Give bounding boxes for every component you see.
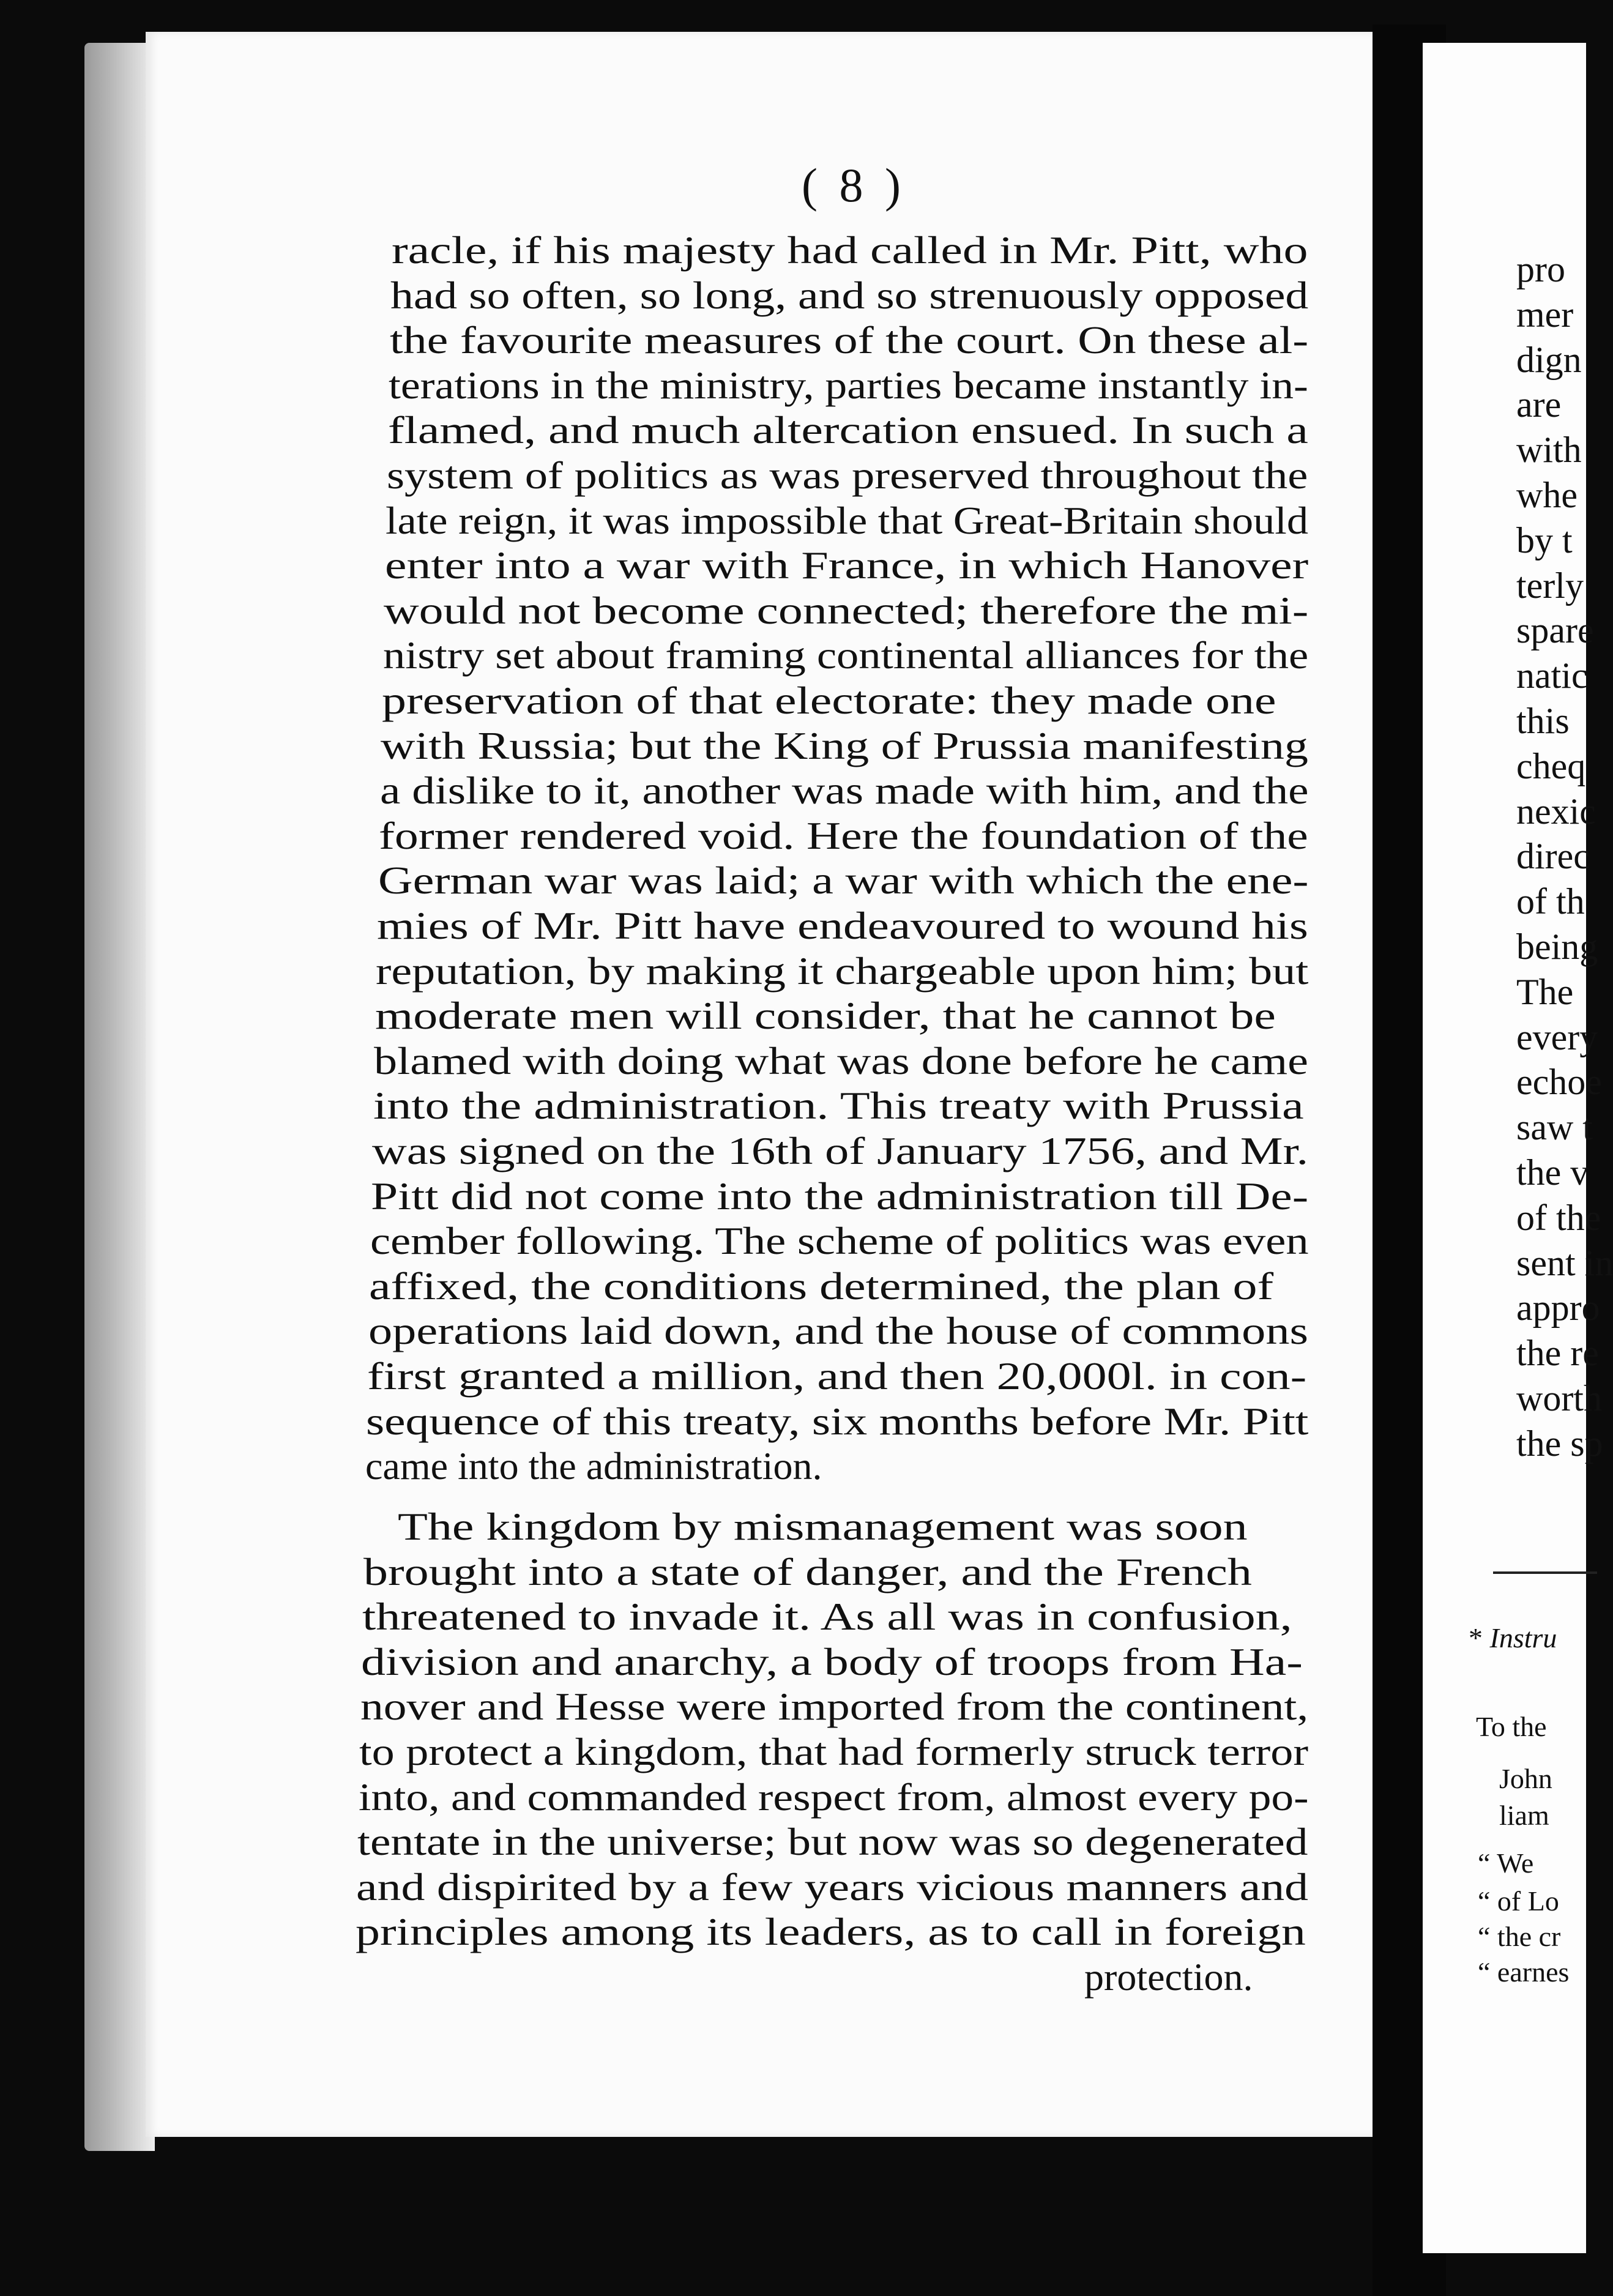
body-text-line: first granted a million, and then 20,000l. in con-: [367, 1354, 1307, 1398]
right-page-text-line: whe: [1516, 475, 1578, 515]
right-page-text-line: saw t: [1516, 1107, 1593, 1148]
right-page-text-line: echoe: [1516, 1062, 1602, 1103]
body-text-line: reputation, by making it chargeable upon him; but: [376, 949, 1309, 993]
footnote-marker: *: [1469, 1622, 1490, 1653]
body-text-line: former rendered void. Here the foundation of the: [379, 813, 1308, 857]
footnote-rule: [1493, 1571, 1597, 1574]
body-text-line: brought into a state of danger, and the French: [363, 1549, 1252, 1593]
body-text-line: German war was laid; a war with which the ene-: [378, 859, 1309, 903]
right-page-text-line: every: [1516, 1016, 1598, 1057]
right-page-text-line: cheq: [1516, 745, 1586, 786]
body-text-line: late reign, it was impossible that Great-Britain should: [386, 498, 1308, 542]
body-text-line: had so often, so long, and so strenuously opposed: [390, 273, 1309, 317]
body-text-line: nistry set about framing continental alliances for the: [383, 633, 1309, 677]
right-page-text-line: of th: [1516, 881, 1585, 922]
right-page-text-line: this: [1516, 701, 1570, 741]
right-page-text-line: dign: [1516, 339, 1582, 380]
body-text-line: racle, if his majesty had called in Mr. Pitt, who: [392, 228, 1308, 272]
footnote-line: “ We: [1478, 1847, 1534, 1879]
body-text-line: came into the administration.: [365, 1444, 822, 1488]
right-page-text-line: terly: [1516, 565, 1584, 606]
footnote-line: “ the cr: [1478, 1921, 1561, 1952]
body-text-line: with Russia; but the King of Prussia manifesting: [381, 723, 1308, 767]
right-page-text-line: spare: [1516, 610, 1594, 651]
body-text-line: tentate in the universe; but now was so degenerated: [357, 1820, 1308, 1864]
body-text-line: The kingdom by mismanagement was soon: [398, 1505, 1248, 1548]
body-text-line: to protect a kingdom, that had formerly struck terror: [359, 1730, 1309, 1773]
body-text-line: cember following. The scheme of politics was even: [370, 1219, 1309, 1263]
body-text-line: enter into a war with France, in which Hanover: [385, 543, 1309, 587]
body-text-line: into, and commanded respect from, almost every po-: [359, 1775, 1309, 1819]
page-number: ( 8 ): [802, 158, 906, 212]
body-text-line: a dislike to it, another was made with him, and the: [380, 769, 1309, 813]
footnote-line: To the: [1476, 1711, 1547, 1742]
body-text-line: the favourite measures of the court. On these al-: [390, 318, 1309, 362]
body-text-line: threatened to invade it. As all was in confusion,: [362, 1595, 1292, 1639]
body-text-line: system of politics as was preserved throughout the: [387, 453, 1308, 497]
body-text-line: mies of Mr. Pitt have endeavoured to wound his: [377, 904, 1308, 947]
body-text-line: would not become connected; therefore the mi-: [384, 588, 1309, 632]
body-text-line: was signed on the 16th of January 1756, and Mr.: [372, 1129, 1309, 1172]
right-page-text-line: being: [1516, 926, 1598, 967]
body-text-line: moderate men will consider, that he cannot be: [375, 994, 1276, 1038]
body-text-line: into the administration. This treaty with Prussia: [373, 1084, 1304, 1128]
body-text-line: operations laid down, and the house of commons: [368, 1309, 1308, 1353]
right-page-text-line: the v: [1516, 1152, 1589, 1193]
body-text-line: nover and Hesse were imported from the continent,: [360, 1685, 1309, 1729]
book-binding-edge: [84, 43, 155, 2151]
footnote-line: “ of Lo: [1478, 1885, 1559, 1917]
body-text-line: flamed, and much altercation ensued. In such a: [388, 408, 1308, 452]
right-page-text-line: by t: [1516, 520, 1573, 561]
right-page-text-line: direc: [1516, 836, 1590, 877]
right-page-text-line: of the: [1516, 1197, 1601, 1238]
right-page-text-line: natic: [1516, 655, 1588, 696]
body-text-line: affixed, the conditions determined, the plan of: [369, 1264, 1274, 1308]
body-text-line: protection.: [1084, 1955, 1253, 1999]
body-text-line: Pitt did not come into the administration till De-: [371, 1174, 1309, 1218]
body-text-line: principles among its leaders, as to call in foreign: [356, 1910, 1306, 1954]
footnote-line: “ earnes: [1478, 1956, 1570, 1988]
right-page-text-line: the sp: [1516, 1423, 1603, 1464]
body-text-line: terations in the ministry, parties became instantly in-: [389, 363, 1308, 407]
right-page-text-line: pro: [1516, 249, 1565, 289]
footnote-line: liam: [1499, 1800, 1549, 1831]
right-page-text-line: The: [1516, 971, 1574, 1012]
footnote-heading: [1469, 1622, 1557, 1654]
body-text-line: sequence of this treaty, six months before Mr. Pitt: [366, 1399, 1309, 1443]
right-page-text-line: mer: [1516, 294, 1574, 335]
footnote-line: John: [1499, 1763, 1552, 1794]
right-page-text-line: nexic: [1516, 791, 1596, 832]
body-text-line: division and anarchy, a body of troops from Ha-: [361, 1639, 1303, 1683]
body-text-line: blamed with doing what was done before he came: [374, 1038, 1308, 1083]
body-text-line: preservation of that electorate: they made one: [382, 679, 1276, 722]
right-page-text-line: are: [1516, 384, 1562, 425]
right-page-text-line: the re: [1516, 1333, 1599, 1374]
right-page-text-line: worth: [1516, 1378, 1602, 1418]
footnote-heading-text: Instru: [1489, 1622, 1557, 1653]
body-text-line: and dispirited by a few years vicious manners and: [356, 1865, 1309, 1909]
right-page-text-line: sent in: [1516, 1242, 1613, 1283]
right-page-text-line: appro: [1516, 1288, 1600, 1329]
right-page-text-line: with: [1516, 430, 1582, 471]
